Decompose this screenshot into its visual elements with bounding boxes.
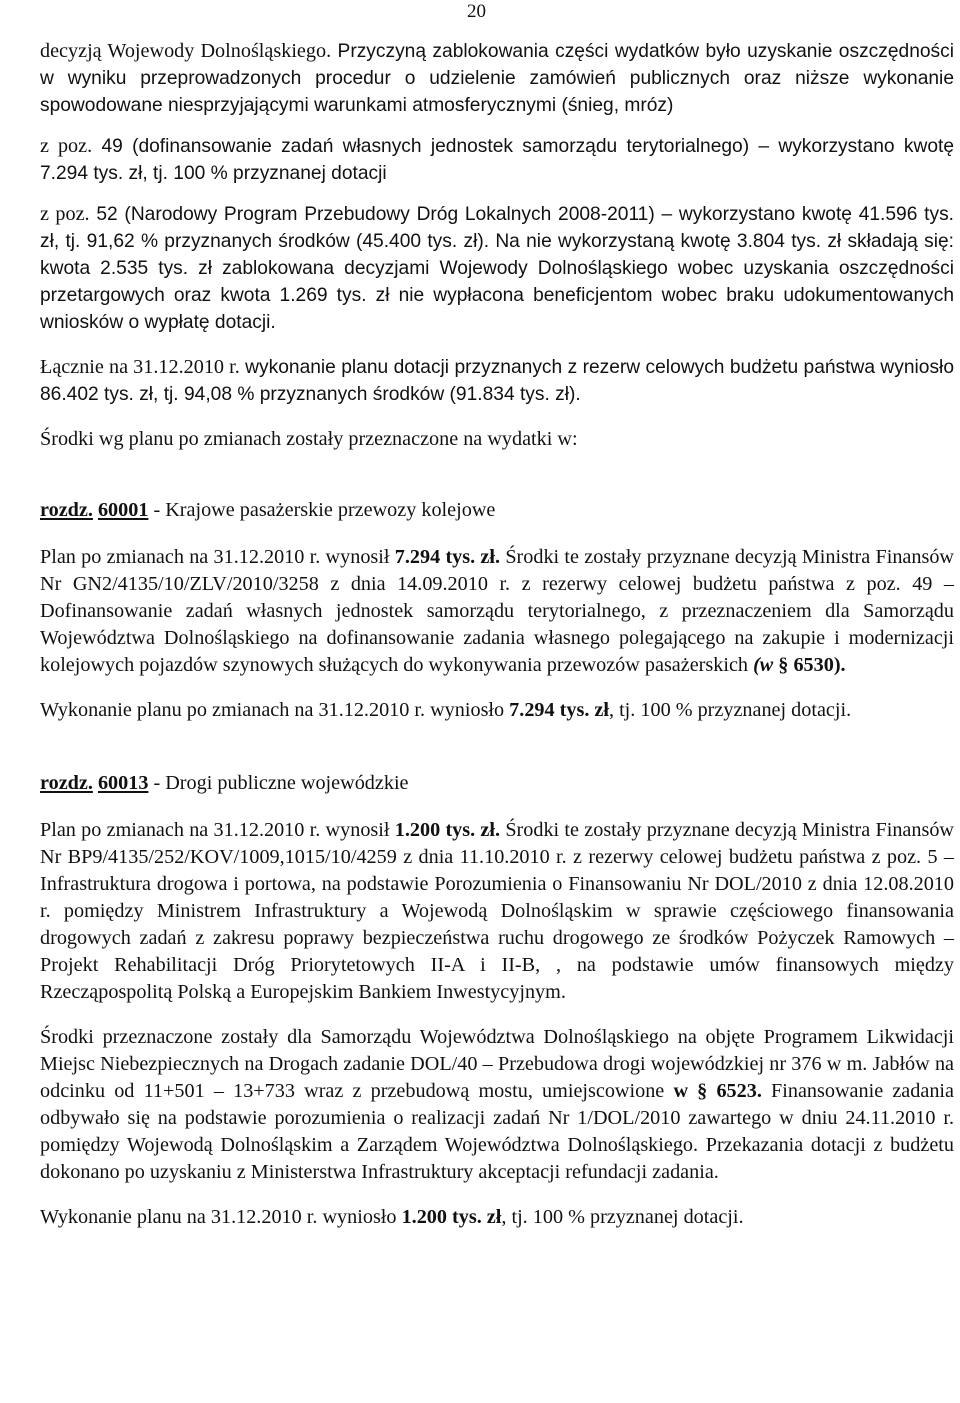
heading-title: - Drogi publiczne wojewódzkie	[148, 772, 409, 794]
paragraph-blocked-expenses	[40, 38, 954, 119]
text-serif: decyzją Wojewody Dolnośląskiego.	[40, 40, 332, 62]
heading-number: 60001	[97, 499, 149, 521]
paragraph-allocation-60013	[40, 1024, 954, 1186]
alloc-pre: Środki przeznaczone zostały dla Samorządu Województwa Dolnośląskiego na objęte Programem Likwidacji Miejsc Niebezpiecznych na Drogach zadanie DOL/40 – Przebudowa drogi wojewódzkiej nr 376 w m. Jabłów na odcinku od 11+501 – 13+733 wraz z przebudową mostu, umiejscowione	[40, 1026, 954, 1102]
heading-title: - Krajowe pasażerskie przewozy kolejowe	[148, 499, 496, 521]
text-serif: Łącznie na 31.12.2010 r.	[40, 356, 240, 378]
heading-label: rozdz.	[40, 499, 93, 521]
heading-label: rozdz.	[40, 772, 93, 794]
text-sans: 49 (dofinansowanie zadań własnych jednostek samorządu terytorialnego) – wykorzystano kwotę 7.294 tys. zł, tj. 100 % przyznanej dotacji	[40, 136, 954, 184]
text-sans: 52 (Narodowy Program Przebudowy Dróg Lokalnych 2008-2011) – wykorzystano kwotę 41.596 tys. zł, tj. 91,62 % przyznanych środków (45.400 tys. zł). Na nie wykorzystaną kwotę 3.804 tys. zł składają się: kwota 2.535 tys. zł zablokowana decyzjami Wojewody Dolnośląskiego wobec uzyskania oszczędności przetargowych oraz kwota 1.269 tys. zł nie wypłacona beneficjentom wobec braku udokumentowanych wniosków o wypłatę dotacji.	[40, 204, 954, 333]
paragraph-plan-60001	[40, 544, 954, 679]
paragraph-execution-60013	[40, 1204, 954, 1231]
plan-par-code: § 6530).	[778, 654, 846, 676]
paragraph-plan-60013	[40, 817, 954, 1006]
paragraph-total	[40, 354, 954, 408]
section-heading-60013	[40, 770, 954, 797]
exec-prefix: Wykonanie planu na 31.12.2010 r. wyniosło	[40, 1206, 402, 1228]
text-serif: z poz.	[40, 135, 93, 157]
alloc-post: Finansowanie zadania odbywało się na podstawie porozumienia o realizacji zadań Nr 1/DOL/2010 zawartego w dniu 24.11.2010 r. pomiędzy Wojewodą Dolnośląskim a Zarządem Województwa Dolnośląskiego. Przekazania dotacji z budżetu dokonano po uzyskaniu z Ministerstwa Infrastruktury akceptacji refundacji zadania.	[40, 1080, 954, 1183]
exec-prefix: Wykonanie planu po zmianach na 31.12.2010 r. wyniosło	[40, 699, 510, 721]
paragraph-execution-60001	[40, 697, 954, 724]
plan-prefix: Plan po zmianach na 31.12.2010 r. wynosił	[40, 546, 395, 568]
plan-amount: 1.200 tys. zł.	[394, 819, 501, 841]
exec-amount: 1.200 tys. zł	[401, 1206, 502, 1228]
plan-par-open: (w	[753, 654, 779, 676]
text-sans: wykonanie planu dotacji przyznanych z rezerw celowych budżetu państwa wyniosło 86.402 tys. zł, tj. 94,08 % przyznanych środków (91.834 tys. zł).	[40, 357, 954, 405]
paragraph-position-49	[40, 133, 954, 187]
plan-text: Środki te zostały przyznane decyzją Ministra Finansów Nr BP9/4135/252/KOV/1009,1015/10/4259 z dnia 11.10.2010 r. z rezerwy celowej budżetu państwa z poz. 5 – Infrastruktura drogowa i portowa, na podstawie Porozumienia o Finansowaniu Nr DOL/2010 z dnia 12.08.2010 r. pomiędzy Ministrem Infrastruktury a Wojewodą Dolnośląskim w sprawie częściowego finansowania drogowych zadań z zakresu poprawy bezpieczeństwa ruchu drogowego ze środków Pożyczek Ramowych – Projekt Rehabilitacji Dróg Priorytetowych II-A i II-B, , na podstawie umów finansowych między Rzecząpospolitą Polską a Europejskim Bankiem Inwestycyjnym.	[40, 819, 955, 1003]
text-sans: Przyczyną zablokowania części wydatków było uzyskanie oszczędności w wyniku przeprowadzonych procedur o udzielenie zamówień publicznych oraz niższe wykonanie spowodowane niesprzyjającymi warunkami atmosferycznymi (śnieg, mróz)	[40, 41, 954, 116]
document-body	[40, 38, 954, 1231]
plan-prefix: Plan po zmianach na 31.12.2010 r. wynosił	[40, 819, 395, 841]
paragraph-position-52	[40, 201, 954, 336]
page-number: 20	[467, 1, 486, 22]
exec-suffix: , tj. 100 % przyznanej dotacji.	[501, 1206, 744, 1228]
section-heading-60001	[40, 497, 954, 524]
text-serif: z poz.	[40, 203, 90, 225]
plan-text: Środki te zostały przyznane decyzją Ministra Finansów Nr GN2/4135/10/ZLV/2010/3258 z dnia 14.09.2010 r. z rezerwy celowej budżetu państwa z poz. 49 – Dofinansowanie zadań własnych jednostek samorządu terytorialnego, z przeznaczeniem dla Samorządu Województwa Dolnośląskiego na dofinansowanie zadania własnego polegającego na zakupie i modernizacji kolejowych pojazdów szynowych służących do wykonywania przewozów pasażerskich	[40, 546, 955, 676]
exec-suffix: , tj. 100 % przyznanej dotacji.	[608, 699, 852, 721]
heading-number: 60013	[97, 772, 149, 794]
plan-amount: 7.294 tys. zł.	[394, 546, 501, 568]
paragraph-allocation-intro: Środki wg planu po zmianach zostały przeznaczone na wydatki w:	[40, 428, 578, 450]
alloc-code: w § 6523.	[673, 1080, 762, 1102]
exec-amount: 7.294 tys. zł	[509, 699, 609, 721]
